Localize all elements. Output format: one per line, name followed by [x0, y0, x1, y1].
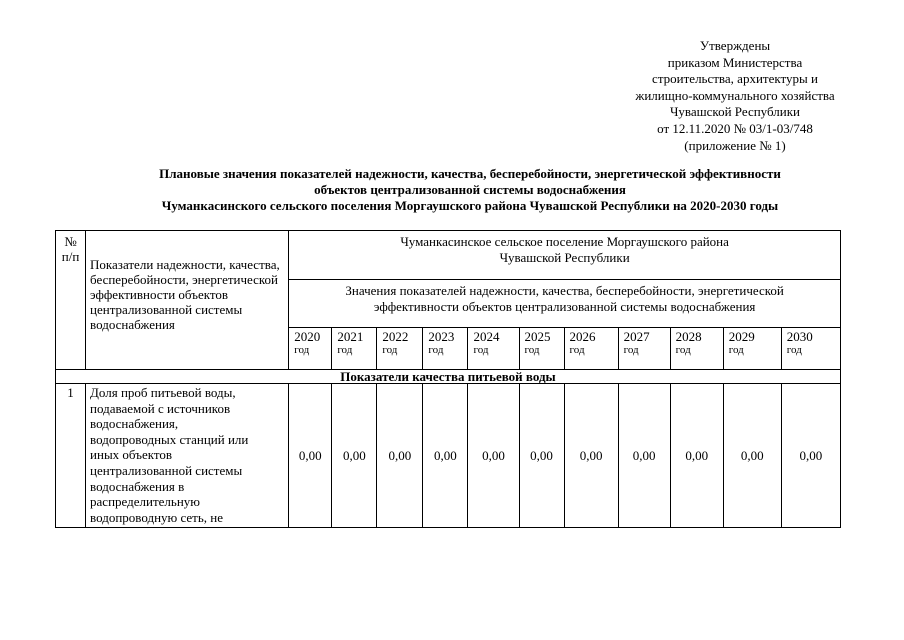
- year-header: 2020 год: [289, 328, 332, 370]
- title-line: Чуманкасинского сельского поселения Моргаушского района Чувашской Республики на 2020-2030 годы: [161, 198, 779, 213]
- section-header: Показатели качества питьевой воды: [56, 370, 841, 384]
- value-cell: 0,00: [332, 384, 377, 528]
- year-header: 2028 год: [670, 328, 723, 370]
- approval-line: от 12.11.2020 № 03/1-03/748: [657, 120, 813, 136]
- value-cell: 0,00: [781, 384, 840, 528]
- approval-line: Утверждены: [699, 38, 771, 53]
- table-row: [56, 384, 841, 528]
- approval-line: приказом Министерства: [667, 54, 803, 70]
- year-header: 2029 год: [723, 328, 781, 370]
- title-line: Плановые значения показателей надежности, качества, бесперебойности, энергетической эффективности: [159, 166, 781, 181]
- approval-block: [590, 38, 880, 154]
- value-cell: 0,00: [289, 384, 332, 528]
- approval-line: строительства, архитектуры и: [652, 71, 818, 87]
- title-line: объектов централизованной системы водоснабжения: [314, 182, 626, 197]
- approval-line: Чувашской Республики: [669, 104, 801, 120]
- row-number: 1: [56, 384, 86, 528]
- value-cell: 0,00: [564, 384, 618, 528]
- year-header: 2021 год: [332, 328, 377, 370]
- year-header: 2023 год: [423, 328, 468, 370]
- value-cell: 0,00: [519, 384, 564, 528]
- year-header: 2026 год: [564, 328, 618, 370]
- year-header: 2022 год: [377, 328, 423, 370]
- value-cell: 0,00: [377, 384, 423, 528]
- document-title: [60, 166, 880, 214]
- location-header: Чуманкасинское сельское поселение Моргаушского района Чувашской Республики: [289, 231, 841, 280]
- value-cell: 0,00: [423, 384, 468, 528]
- num-header: № п/п: [56, 231, 86, 370]
- values-description-header: Значения показателей надежности, качества, бесперебойности, энергетической эффективности объектов централизованной системы водоснабжения: [289, 280, 841, 328]
- year-header: 2024 год: [468, 328, 519, 370]
- value-cell: 0,00: [670, 384, 723, 528]
- row-indicator-text: Доля проб питьевой воды, подаваемой с источников водоснабжения, водопроводных станций или иных объектов централизованной системы водоснабжения в распределительную водопроводную сеть, не: [86, 384, 289, 528]
- indicators-table: [55, 230, 841, 528]
- year-header: 2030 год: [781, 328, 840, 370]
- indicators-header: Показатели надежности, качества, бесперебойности, энергетической эффективности объектов централизованной системы водоснабжения: [86, 231, 289, 370]
- value-cell: 0,00: [468, 384, 519, 528]
- approval-line: (приложение № 1): [684, 137, 786, 153]
- value-cell: 0,00: [723, 384, 781, 528]
- value-cell: 0,00: [618, 384, 670, 528]
- year-header: 2027 год: [618, 328, 670, 370]
- approval-line: жилищно-коммунального хозяйства: [635, 87, 835, 103]
- year-header: 2025 год: [519, 328, 564, 370]
